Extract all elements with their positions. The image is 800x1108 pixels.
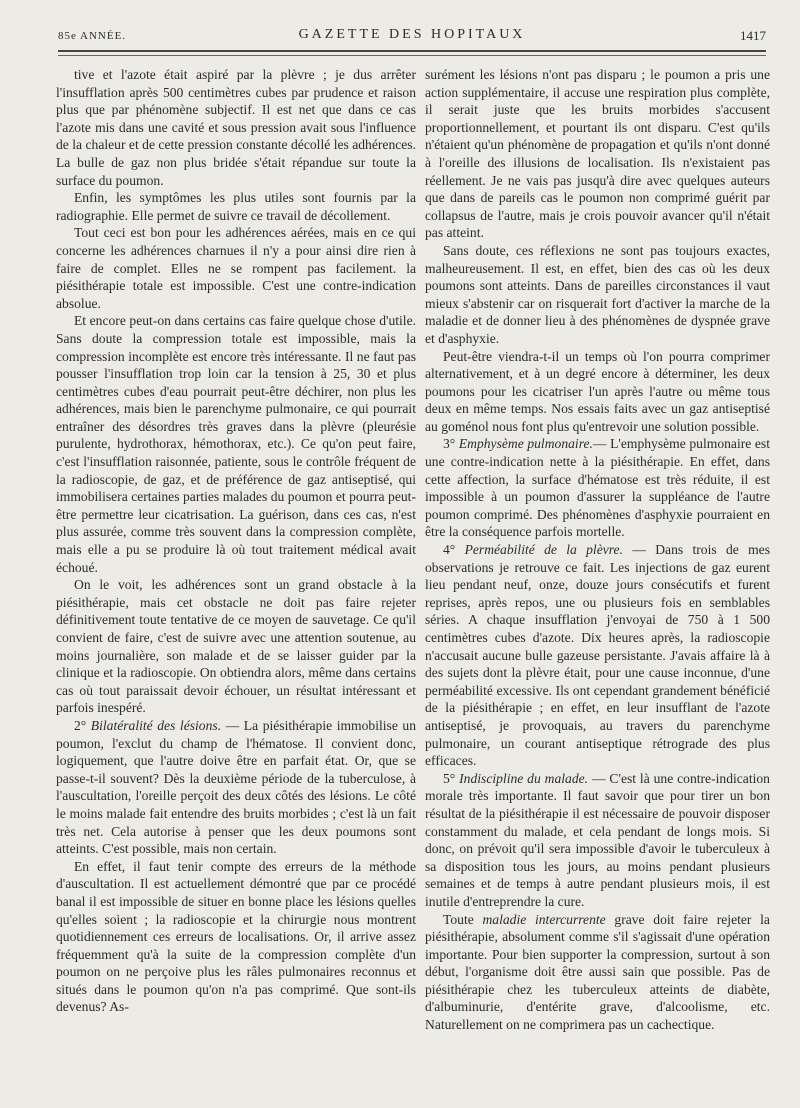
paragraph-text: — C'est là une contre-indication morale très importante. Il faut savoir que pour tirer un bon résultat de la piésithérapie il est nécessaire de pouvoir disposer constamment du malade, et cela pendant de longs mois. Si donc, on prévoit qu'il sera impossible d'avoir le tuberculeux à sa disposition tous les jours, au moins pendant plusieurs semaines et de temps à autre pendant plusieurs mois, il est inutile d'entreprendre la cure. [425,770,770,909]
paragraph-text: tive et l'azote était aspiré par la plèvre ; je dus arrêter l'insufflation après 500 centimètres cubes par prudence et raison plus que par phénomène subjectif. Il est net que dans ce cas l'azote mis dans une cavité et sous pression avait sous l'influence de la chaleur et de cette pression constante décollé les adhérences. La bulle de gaz non plus bridée s'était répandue sur toute la surface du poumon. [56,67,416,188]
paragraph-lead: 5° [443,770,460,786]
paragraph [425,242,770,348]
paragraph-lead: Toute [443,911,483,927]
section-title: maladie intercurrente [482,911,606,927]
paragraph [425,66,770,242]
paragraph-text: Tout ceci est bon pour les adhérences aérées, mais en ce qui concerne les adhérences charnues il n'y a pour ainsi dire rien à faire de complet. Elles ne se rompent pas facilement. la piésithérapie totale est impossible. C'est une contre-indication absolue. [56,225,416,311]
paragraph [56,858,416,1016]
section-title: Perméabilité de la plèvre. [464,542,623,558]
paragraph-text: On le voit, les adhérences sont un grand obstacle à la piésithérapie, mais cet obstacle ne doit pas faire rejeter définitivement toute tentative de ce moyen de sauvetage. Ce qu'il convient de faire, c'est de suivre avec une attention soutenue, au moins journalière, son malade et de se laisser guider par la clinique et la radioscopie. On obtiendra alors, même dans certains cas où tout paraissait devoir échouer, un résultat intéressant et parfois inespéré. [56,577,416,716]
page-number: 1417 [740,28,766,43]
paragraph-text: grave doit faire rejeter la piésithérapie, absolument comme s'il s'agissait d'une opération importante. Pour bien supporter la compression, surtout à son début, l'organisme doit être aussi sain que possible. Pas de piésithérapie chez les tuberculeux atteints de diabète, d'albuminurie, d'entérite grave, d'alcoolisme, etc. Naturellement on ne comprimera pas un cachectique. [425,911,770,1033]
paragraph [425,911,770,1034]
right-column [425,66,770,1034]
left-column [56,66,416,1016]
paragraph-text: En effet, il faut tenir compte des erreurs de la méthode d'auscultation. Il est actuellement démontré que par ce procédé banal il est impossible de situer en bonne place les lésions quelles qu'elles soient ; la radioscopie et la chirurgie nous montrent quotidiennement ces erreurs de localisations. Or, il arrive assez fréquemment qu'à la suite de la compression complète d'un poumon on ne perçoive plus les râles pulmonaires reconnus et situés dans le poumon qu'on n'a pas comprimé. Que sont-ils devenus? As- [56,858,416,1015]
paragraph [56,224,416,312]
paragraph [425,435,770,541]
paragraph [425,541,770,770]
paragraph-text: Et encore peut-on dans certains cas faire quelque chose d'utile. Sans doute la compression totale est impossible, mais la compression incomplète est encore très intéressante. Il ne faut pas pousser l'insufflation trop loin car la tension à 25, 30 et plus centimètres cubes d'eau pourrait peut-être déchirer, non plus les adhérences, mais bien le parenchyme pulmonaire, ce qui pourrait entraîner des désordres très graves dans la plèvre (pleurésie purulente, hydrothorax, hémothorax, etc.). Ce qu'on peut faire, c'est l'insufflation raisonnée, patiente, sous le contrôle fréquent de la radioscopie, de gaz, et de préférence de gaz antiseptisé, qui immobilisera certaines parties malades du poumon et pourra peut-être permettre leur cicatrisation. La guérison, dans ces cas, n'est plus assurée, comme très souvent dans la compression complète, mais elle a pu se produire là où tout traitement médical avait échoué. [56,313,416,575]
paragraph-text: surément les lésions n'ont pas disparu ; le poumon a pris une action supplémentaire, il accuse une respiration plus complète, il serait juste que les bruits morbides s'accusent proportionnellement, et pourtant ils ont disparu. C'est qu'ils n'étaient qu'un phénomène de propagation et qu'ils n'ont donné à l'oreille des illusions de localisation. Ils n'existaient pas réellement. Je ne vais pas jusqu'à dire avec quelques auteurs que dans de pareils cas le poumon non comprimé guérit par collapsus de l'autre, mais je crois pouvoir avancer qu'il n'était pas atteint. [425,67,770,241]
section-title: Indiscipline du malade. [459,770,589,786]
paragraph-lead: 4° [443,542,465,558]
header-rule [58,50,766,52]
paragraph-text: — La piésithérapie immobilise un poumon, l'exclut du champ de l'hématose. Il convient donc, logiquement, que l'autre doive être en parfait état. Or, que se passe-t-il souvent? Dès la deuxième période de la tuberculose, à l'auscultation, l'oreille perçoit des deux côtés des lésions. Le côté le moins malade fait entendre des bruits morbides ; c'est là un fait très net. Cela autorise à penser que les deux poumons sont atteints. C'est possible, mais non certain. [56,717,417,857]
section-title: Emphysème pulmonaire. [458,436,593,452]
paragraph-lead: 3° [443,436,459,452]
header-rule-thin [58,55,766,56]
journal-title: GAZETTE DES HOPITAUX [298,27,526,42]
paragraph [56,66,416,189]
paragraph [425,770,770,911]
paragraph-text: Sans doute, ces réflexions ne sont pas toujours exactes, malheureusement. Il est, en effet, bien des cas où les deux poumons sont atteints. Dans de pareilles circonstances il vaut mieux s'abstenir car on risquerait fort d'activer la marche de la maladie et de donner lieu à des phénomènes de dyspnée grave et d'asphyxie. [425,242,770,346]
paragraph-text: — L'emphysème pulmonaire est une contre-indication nette à la piésithérapie. En effet, dans cette affection, la surface d'hématose est très réduite, il est impossible à un poumon d'assurer la suppléance de l'autre poumon comprimé. Des phénomènes d'asphyxie pourraient en être la conséquence parfois mortelle. [425,436,770,540]
section-title: Bilatéralité des lésions. [90,717,222,733]
paragraph [425,348,770,436]
paragraph-text: — Dans trois de mes observations je retrouve ce fait. Les injections de gaz eurent lieu pendant neuf, onze, douze jours consécutifs et furent reprises, après repos, une ou plusieurs fois en semblables séries. A chaque insufflation j'envoyai de 750 à 1 500 centimètres cubes d'azote. Dix heures après, la radioscopie n'accusait aucune bulle gazeuse persistante. J'avais affaire là à des sujets dont la plèvre était, pour une cause inconnue, d'une perméabilité excessive. Ils ont cependant grandement bénéficié de la piésithérapie ; en effet, en leur insufflant de l'azote antiseptisé, je provoquais, au travers du parenchyme pulmonaire, un courant antiseptique rétrograde des plus efficaces. [425,542,771,769]
paragraph [56,312,416,576]
paragraph-text: Peut-être viendra-t-il un temps où l'on pourra comprimer alternativement, et à un degré encore à déterminer, les deux poumons pour les cicatriser l'un après l'autre ou même tous deux en même temps. Nos essais faits avec un gaz antiseptisé au goménol nous font plus qu'entrevoir une solution possible. [425,348,770,434]
paragraph-text: Enfin, les symptômes les plus utiles sont fournis par la radiographie. Elle permet de suivre ce travail de décollement. [56,190,416,223]
paragraph [56,717,416,858]
paragraph [56,576,416,717]
page-header [58,26,766,46]
paragraph-lead: 2° [74,717,91,733]
paragraph [56,189,416,224]
volume-year: 85e ANNÉE. [58,30,127,42]
